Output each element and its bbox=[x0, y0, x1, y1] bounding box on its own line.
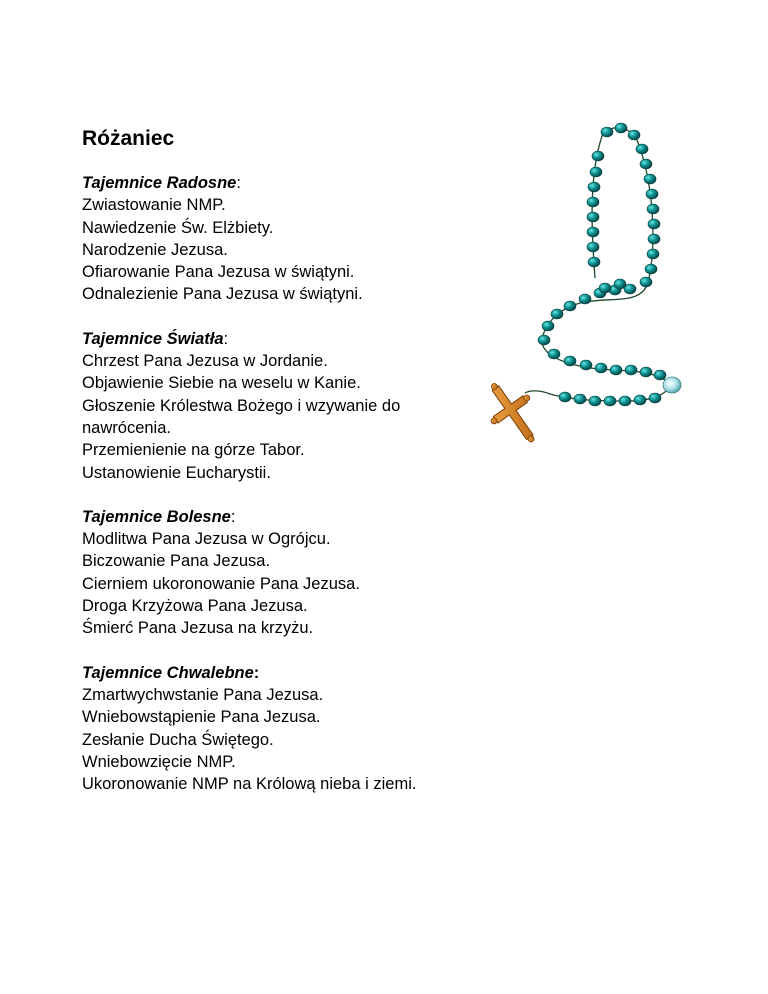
section-heading bbox=[82, 662, 482, 684]
heading-colon: : bbox=[253, 663, 260, 682]
list-item: Chrzest Pana Jezusa w Jordanie. bbox=[82, 352, 328, 371]
list-item: Przemienienie na górze Tabor. bbox=[82, 441, 305, 460]
heading-colon: : bbox=[230, 507, 236, 526]
list-item: Wniebowzięcie NMP. bbox=[82, 752, 236, 771]
section-heading bbox=[82, 328, 482, 350]
list-item: Nawiedzenie Św. Elżbiety. bbox=[82, 218, 274, 237]
list-item: Modlitwa Pana Jezusa w Ogrójcu. bbox=[82, 530, 331, 549]
list-item: Objawienie Siebie na weselu w Kanie. bbox=[82, 374, 361, 393]
rosary-beads bbox=[538, 123, 666, 406]
page-title: Różaniec bbox=[82, 127, 175, 150]
section-heading-text: Tajemnice Radosne bbox=[82, 174, 237, 192]
list-item: Ofiarowanie Pana Jezusa w świątyni. bbox=[82, 263, 355, 282]
list-item: Cierniem ukoronowanie Pana Jezusa. bbox=[82, 574, 360, 593]
section-heading bbox=[82, 172, 482, 194]
list-item: Ukoronowanie NMP na Królową nieba i ziemi. bbox=[82, 775, 417, 794]
crucifix-icon bbox=[474, 371, 552, 453]
list-item: Droga Krzyżowa Pana Jezusa. bbox=[82, 597, 308, 616]
section-bolesne bbox=[82, 506, 482, 640]
section-chwalebne bbox=[82, 662, 482, 796]
section-heading-text: Tajemnice Chwalebne bbox=[82, 663, 254, 682]
section-heading-text: Tajemnice Bolesne bbox=[82, 507, 231, 526]
list-item: Zwiastowanie NMP. bbox=[82, 196, 226, 215]
list-item: Odnalezienie Pana Jezusa w świątyni. bbox=[82, 285, 363, 304]
list-item: Biczowanie Pana Jezusa. bbox=[82, 552, 271, 571]
section-heading bbox=[82, 506, 482, 528]
section-heading-text: Tajemnice Światła bbox=[82, 329, 224, 348]
rosary-medal bbox=[663, 377, 681, 393]
mysteries-list bbox=[82, 172, 482, 817]
section-radosne bbox=[82, 172, 482, 306]
rosary-icon bbox=[470, 118, 700, 453]
list-item: Zesłanie Ducha Świętego. bbox=[82, 730, 274, 749]
heading-colon: : bbox=[236, 174, 241, 192]
list-item: Wniebowstąpienie Pana Jezusa. bbox=[82, 708, 321, 727]
section-swiatla bbox=[82, 328, 482, 484]
list-item: Ustanowienie Eucharystii. bbox=[82, 463, 271, 482]
list-item: Zmartwychwstanie Pana Jezusa. bbox=[82, 685, 324, 704]
list-item: Głoszenie Królestwa Bożego i wzywanie do nawrócenia. bbox=[82, 396, 401, 437]
list-item: Narodzenie Jezusa. bbox=[82, 240, 228, 259]
list-item: Śmierć Pana Jezusa na krzyżu. bbox=[82, 619, 314, 638]
heading-colon: : bbox=[223, 329, 229, 348]
